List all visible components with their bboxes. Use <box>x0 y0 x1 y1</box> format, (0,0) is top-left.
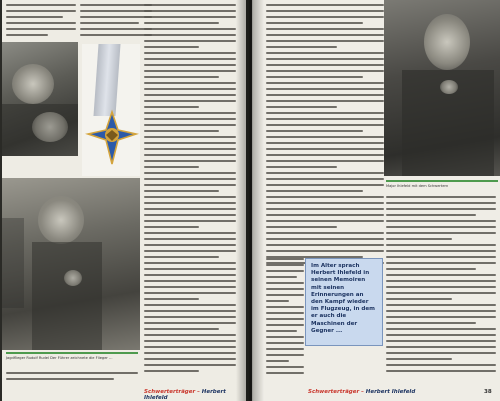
spread-gutter <box>236 0 264 401</box>
caption-rule-right <box>386 180 498 182</box>
left-caption: Jagdflieger Rudolf Rudel Der Führer zeichnete die Flieger ... <box>6 356 113 360</box>
left-text-column-4 <box>6 372 138 386</box>
left-text-column-2 <box>80 4 152 44</box>
medal-photo <box>82 44 140 176</box>
left-text-column-1 <box>6 4 76 40</box>
page-number: 38 <box>484 389 492 395</box>
footer-label: Schwerterträger <box>144 389 196 395</box>
pull-quote-box: Im Alter sprach Herbert Ihlefeld in seinen Memoiren mit seinen Erinnerungen an den Kampf wieder im Flugzeug, in dem er auch die Maschinen der Gegner ... <box>305 258 383 346</box>
left-text-column-3 <box>144 4 236 382</box>
left-page <box>2 0 246 401</box>
knights-cross-icon <box>84 106 140 170</box>
pilot-photo-top <box>2 42 78 156</box>
caption-rule-left <box>6 352 138 354</box>
footer-label-right: Schwerterträger <box>308 389 360 395</box>
footer-name: Herbert Ihlefeld <box>144 389 226 401</box>
portrait-caption: Major Ihlefeld mit dem Schwertern <box>386 184 449 188</box>
footer-name-right: Herbert Ihlefeld <box>365 389 416 395</box>
pilot-photo-bottom <box>2 178 140 350</box>
right-text-column-2 <box>386 196 496 384</box>
portrait-photo <box>384 0 500 176</box>
right-footer: Schwerterträger – Herbert Ihlefeld <box>308 389 416 395</box>
left-footer: Schwerterträger – Herbert Ihlefeld <box>144 389 226 401</box>
right-text-column-1-lower <box>266 258 304 382</box>
